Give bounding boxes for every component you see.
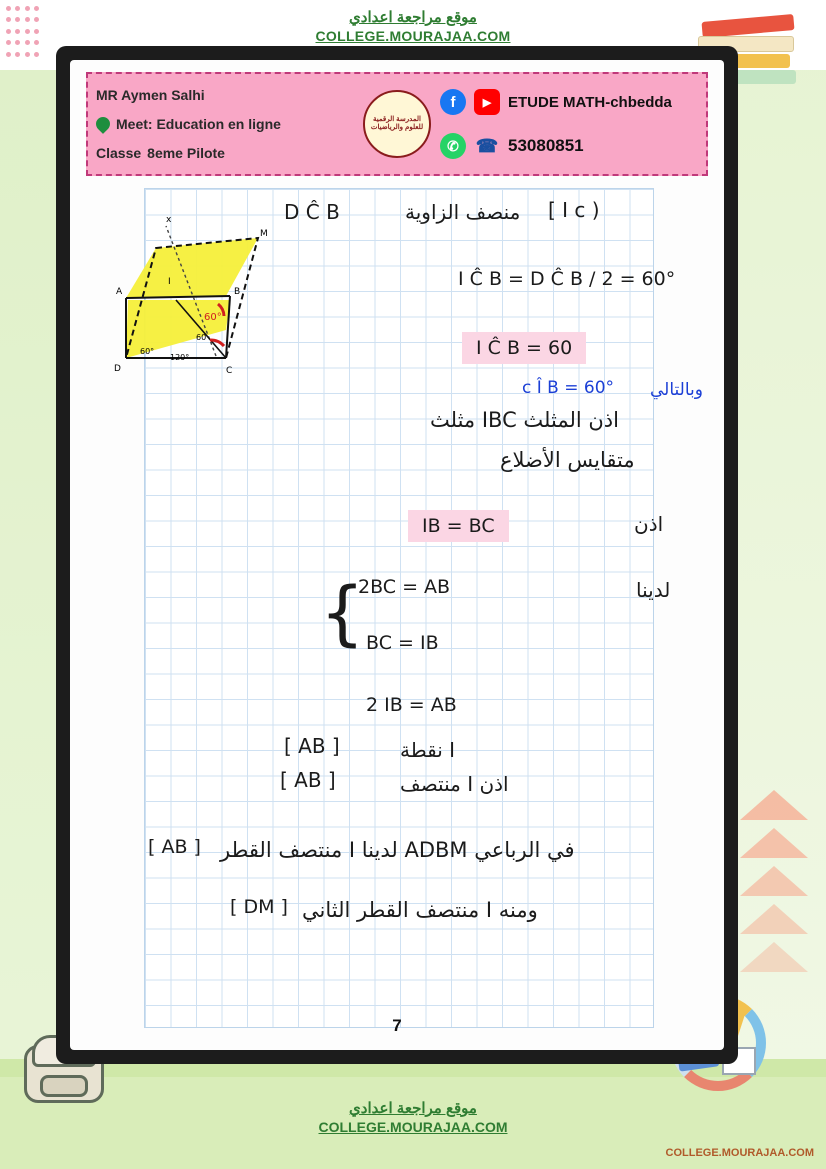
site-header-url[interactable]: COLLEGE.MOURAJAA.COM (315, 28, 511, 44)
svg-text:C: C (226, 366, 233, 376)
handwriting-line-9: متقايس الأضلاع (500, 448, 635, 472)
handwriting-line-12: لدينا (636, 578, 671, 602)
svg-text:I: I (168, 277, 171, 287)
decorative-left-band (0, 0, 60, 1169)
handwriting-line-23: [ DM ] (230, 896, 288, 918)
geometry-figure (108, 208, 298, 398)
site-footer (0, 1099, 826, 1135)
site-footer-title-ar: موقع مراجعة اعدادي (349, 1100, 477, 1117)
banner-meet-label: Meet: Education en ligne (116, 115, 281, 132)
handwriting-line-13: 2BC = AB (358, 576, 451, 598)
banner-right-column (436, 74, 706, 174)
handwriting-line-14: BC = IB (366, 632, 439, 654)
banner-teacher-name: MR Aymen Salhi (96, 86, 205, 103)
handwriting-line-5-highlight: I Ĉ B = 60 (462, 332, 586, 364)
svg-text:60°: 60° (204, 312, 222, 323)
svg-text:60°: 60° (140, 347, 155, 356)
banner-social-row-1 (440, 89, 700, 115)
banner-phone-number: 53080851 (508, 136, 584, 155)
banner-classe-row (96, 145, 350, 161)
youtube-icon[interactable]: ▶ (474, 89, 500, 115)
svg-text:60: 60 (196, 333, 207, 342)
handwriting-line-10-highlight: IB = BC (408, 510, 509, 542)
handwriting-line-3: D Ĉ B (284, 200, 340, 224)
banner-social-row-2 (440, 133, 700, 159)
handwriting-line-18: اذن I منتصف (400, 772, 509, 796)
corner-watermark-url: COLLEGE.MOURAJAA.COM (665, 1147, 814, 1159)
banner-teacher-row (96, 87, 350, 103)
svg-text:120°: 120° (170, 353, 190, 362)
handwriting-line-17: [ AB ] (284, 734, 340, 758)
handwriting-line-7: وبالتالي (650, 380, 703, 400)
svg-text:x: x (166, 215, 172, 225)
scanned-worksheet (56, 46, 738, 1064)
worksheet-page (70, 60, 724, 1050)
site-header-title-ar: موقع مراجعة اعدادي (349, 9, 477, 26)
banner-logo-column (358, 74, 436, 174)
telephone-icon: ☎ (474, 133, 500, 159)
handwriting-line-19: [ AB ] (280, 768, 336, 792)
svg-text:B: B (234, 287, 241, 297)
site-header (0, 8, 826, 44)
handwriting-line-21: [ AB ] (148, 836, 201, 858)
banner-meet-row (96, 116, 350, 132)
system-brace: { (320, 572, 365, 654)
handwriting-line-20: في الرباعي ADBM لدينا I منتصف القطر (220, 838, 575, 862)
handwriting-line-6: c Î B = 60° (522, 378, 615, 398)
svg-text:M: M (260, 229, 268, 239)
whatsapp-icon[interactable]: ✆ (440, 133, 466, 159)
teacher-banner (86, 72, 708, 176)
chevron-decoration (724, 790, 820, 990)
banner-left-column (88, 74, 358, 174)
handwriting-line-2: منصف الزاوية (405, 200, 521, 224)
svg-text:A: A (116, 287, 123, 297)
handwriting-line-22: ومنه I منتصف القطر الثاني (302, 898, 538, 922)
location-pin-icon (93, 114, 113, 134)
site-footer-url[interactable]: COLLEGE.MOURAJAA.COM (318, 1119, 508, 1135)
facebook-icon[interactable]: f (440, 89, 466, 115)
handwriting-line-16: I نقطة (400, 738, 456, 762)
handwriting-line-4: I Ĉ B = D Ĉ B / 2 = 60° (458, 268, 676, 290)
handwriting-line-1: ( I c ] (548, 198, 600, 222)
page-number: 7 (392, 1016, 402, 1035)
handwriting-line-8: اذن المثلث IBC مثلث (430, 408, 619, 432)
handwriting-line-11: اذن (634, 512, 664, 536)
handwriting-line-15: 2 IB = AB (366, 694, 457, 716)
banner-classe-label: Classe (96, 145, 142, 162)
banner-classe-value: 8eme Pilote (147, 145, 225, 162)
svg-text:D: D (114, 364, 121, 374)
banner-brand-name: ETUDE MATH-chbedda (508, 93, 672, 111)
school-logo: المدرسة الرقمية للعلوم والرياضيات (363, 90, 431, 158)
